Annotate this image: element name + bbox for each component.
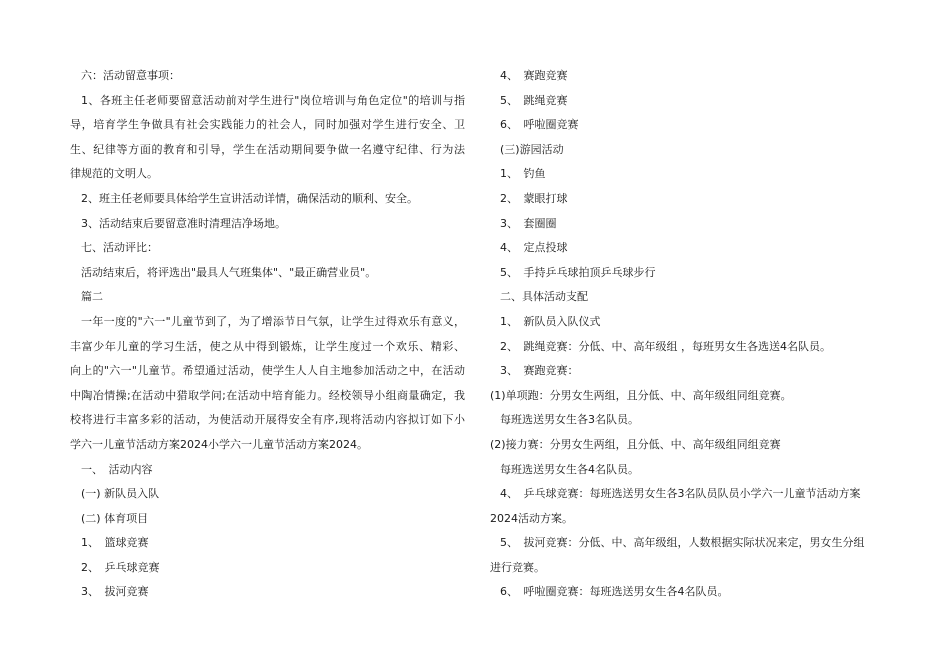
text-line: 4、 赛跑竞赛	[500, 69, 568, 82]
text-line: (二) 体育项目	[81, 511, 149, 525]
text-line: 4、 乒乓球竞赛：每班选送男女生各3名队员队员小学六一儿童节活动方案	[500, 487, 861, 501]
text-line: 1、 新队员入队仪式	[500, 314, 601, 328]
text-line: 5、 跳绳竞赛	[500, 93, 568, 107]
text-line: 2、 跳绳竞赛：分低、中、高年级组 ，每班男女生各选送4名队员。	[500, 339, 831, 353]
text-line: 3、 拔河竞赛	[81, 585, 149, 599]
text-line: 每班选送男女生各4名队员。	[500, 462, 639, 476]
text-line: 篇二	[81, 290, 103, 304]
text-line: 一年一度的"六一"儿童节到了，为了增添节日气氛，让学生过得欢乐有意义，	[81, 314, 465, 328]
text-line: 校将进行丰富多彩的活动，为使活动开展得安全有序,现将活动内容拟订如下小	[70, 413, 465, 427]
left-text-column	[70, 64, 465, 605]
text-line: 1、各班主任老师要留意活动前对学生进行"岗位培训与角色定位"的培训与指	[81, 93, 465, 107]
text-line: 1、 钓鱼	[500, 167, 546, 181]
text-line: 律规范的文明人。	[70, 167, 158, 181]
text-line: 2、 乒乓球竞赛	[81, 560, 160, 574]
text-line: 3、 套圈圈	[500, 216, 557, 230]
text-line: 向上的"六一"儿童节。希望通过活动，使学生人人自主地参加活动之中，在活动	[70, 364, 465, 378]
text-line: 6、 呼啦圈竞赛	[500, 118, 579, 132]
text-line: 3、 赛跑竞赛：	[500, 364, 579, 378]
text-line: 5、 手持乒乓球拍顶乒乓球步行	[500, 265, 656, 279]
text-line: 2、 蒙眼打球	[500, 191, 568, 205]
text-line: 6、 呼啦圈竞赛：每班选送男女生各4名队员。	[500, 585, 729, 599]
text-line: 导，培育学生争做具有社会实践能力的社会人，同时加强对学生进行安全、卫	[70, 118, 465, 132]
text-line: (三)游园活动	[500, 142, 564, 156]
text-line: 3、活动结束后要留意准时清理洁净场地。	[81, 216, 286, 230]
text-line: 二、具体活动支配	[500, 290, 588, 304]
right-text-column	[490, 64, 875, 605]
text-line: 一、 活动内容	[81, 462, 153, 476]
text-line: 学六一儿童节活动方案2024小学六一儿童节活动方案2024。	[70, 437, 368, 451]
text-line: 2、班主任老师要具体给学生宣讲活动详情，确保活动的顺利、安全。	[81, 191, 418, 205]
text-line: 七、活动评比：	[81, 241, 158, 255]
text-line: (1)单项跑：分男女生两组，且分低、中、高年级组同组竞赛。	[490, 388, 792, 402]
text-line: 六：活动留意事项：	[81, 69, 180, 82]
text-line: 活动结束后，将评选出"最具人气班集体"、"最正确营业员"。	[81, 265, 377, 279]
text-line: (一) 新队员入队	[81, 487, 160, 501]
text-line: 4、 定点投球	[500, 241, 568, 255]
text-line: (2)接力赛：分男女生两组，且分低、中、高年级组同组竞赛	[490, 437, 781, 451]
text-line: 每班选送男女生各3名队员。	[500, 413, 639, 427]
text-line: 1、 篮球竞赛	[81, 536, 149, 550]
text-line: 丰富少年儿童的学习生活，使之从中得到锻炼，让学生度过一个欢乐、精彩、	[70, 339, 465, 353]
text-line: 生、纪律等方面的教育和引导，学生在活动期间要争做一名遵守纪律、行为法	[70, 142, 465, 156]
text-line: 2024活动方案。	[490, 511, 573, 525]
text-line: 5、 拔河竞赛：分低、中、高年级组，人数根据实际状况来定，男女生分组	[500, 536, 865, 550]
text-line: 进行竞赛。	[490, 560, 545, 574]
text-line: 中陶冶情操;在活动中猎取学问;在活动中培育能力。经校领导小组商量确定，我	[70, 388, 465, 402]
